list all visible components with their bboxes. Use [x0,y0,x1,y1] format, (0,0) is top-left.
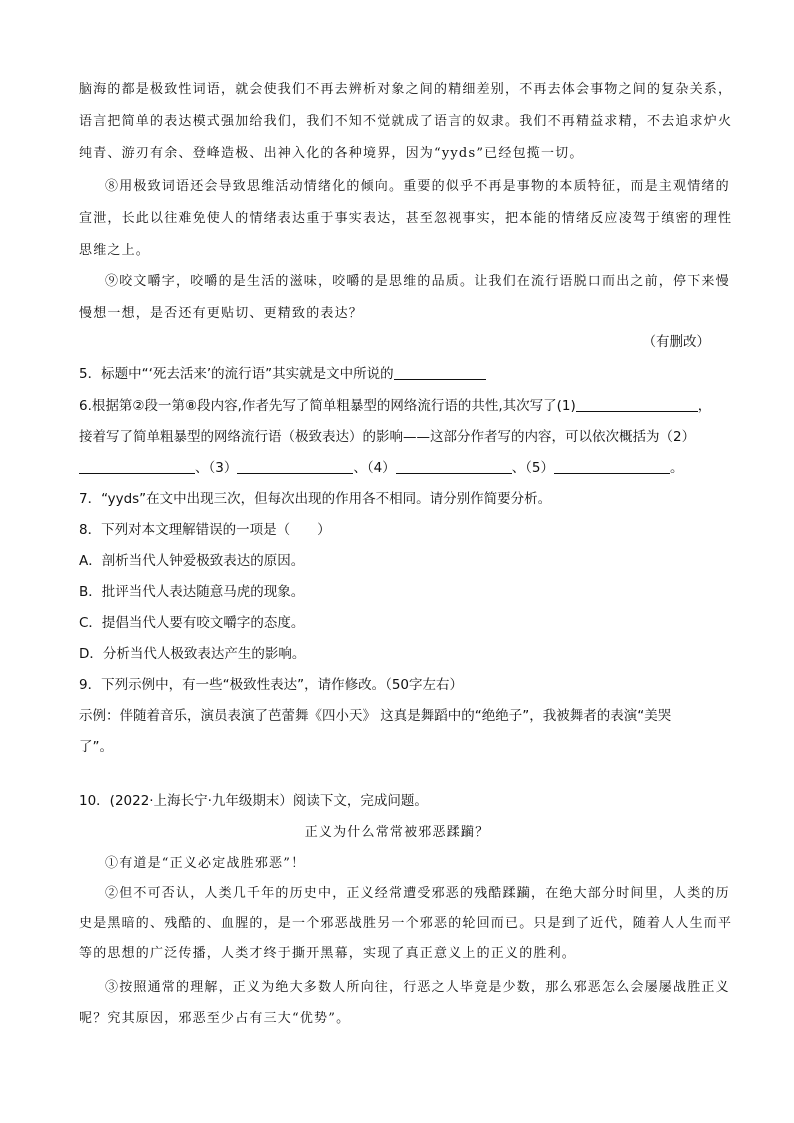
label-3: 、（3） [195,460,238,476]
question-5 [79,364,486,384]
paragraph-8-line: 思维之上。 [79,243,151,258]
option-d[interactable]: D．分析当代人极致表达产生的影响。 [79,646,306,662]
punctuation: 。 [670,460,684,476]
passage2-title: 正义为什么常常被邪恶蹂躏？ [304,825,490,840]
passage1-line: 语言把简单的表达模式强加给我们，我们不知不觉就成了语言的奴隶。我们不再精益求精，不去追求炉火 [79,114,733,129]
question-9: 9．下列示例中，有一些“极致性表达”，请作修改。（50字左右） [79,677,464,693]
label-4: 、（4） [353,460,396,476]
punctuation: ， [697,398,712,414]
paragraph-2-line: 史是黑暗的、残酷的、血腥的，是一个邪恶战胜另一个邪恶的轮回而已。只是到了近代，随着人人生而平 [79,916,733,931]
question-6-line-1 [79,396,711,416]
question-5-text: 5．标题中“‘死去活来’的流行语”其实就是文中所说的 [79,366,394,382]
answer-blank[interactable] [394,365,486,380]
question-6-line-2: 接着写了简单粗暴型的网络流行语（极致表达）的影响——这部分作者写的内容，可以依次概括为（2） [79,429,696,445]
paragraph-8-line: ⑧用极致词语还会导致思维活动情绪化的倾向。重要的似乎不再是事物的本质特征，而是主观情绪的 [105,179,730,194]
question-7: 7．“yyds”在文中出现三次，但每次出现的作用各不相同。请分别作简要分析。 [79,491,552,507]
paragraph-9-line: 慢想一想，是否还有更贴切、更精致的表达？ [79,306,364,321]
paragraph-3-line: 呢？究其原因，邪恶至少占有三大“优势”。 [79,1011,351,1026]
answer-blank-1[interactable] [576,397,698,412]
question-8: 8．下列对本文理解错误的一项是（ ） [79,522,331,538]
question-9-example-cont: 了”。 [79,739,113,755]
paragraph-1: ①有道是“正义必定战胜邪恶”！ [105,856,306,871]
question-10: 10．(2022·上海长宁·九年级期末）阅读下文，完成问题。 [79,793,428,809]
paragraph-8-line: 宣泄，长此以往难免使人的情绪表达重于事实表达，甚至忽视事实，把本能的情绪反应凌驾于缜密的理性 [79,211,733,226]
abridged-note: （有删改） [642,334,710,350]
answer-blank-4[interactable] [396,459,512,474]
paragraph-2-line: 等的思想的广泛传播，人类才终于撕开黑幕，实现了真正意义上的正义的胜利。 [79,946,577,961]
question-6-text: 6.根据第②段一第⑧段内容,作者先写了简单粗暴型的网络流行语的共性,其次写了(1) [79,398,576,414]
question-6-line-3 [79,458,684,478]
paragraph-9-line: ⑨咬文嚼字，咬嚼的是生活的滋味，咬嚼的是思维的品质。让我们在流行语脱口而出之前，停下来慢 [105,274,730,289]
passage1-line: 脑海的都是极致性词语，就会使我们不再去辨析对象之间的精细差别，不再去体会事物之间的复杂关系， [79,82,733,97]
label-5: 、（5） [511,460,555,476]
answer-blank-2[interactable] [79,459,195,474]
answer-blank-3[interactable] [237,459,353,474]
answer-blank-5[interactable] [554,459,670,474]
option-b[interactable]: B．批评当代人表达随意马虎的现象。 [79,584,305,600]
paragraph-2-line: ②但不可否认，人类几千年的历史中，正义经常遭受邪恶的残酷蹂躏，在绝大部分时间里，人类的历 [105,886,730,901]
question-9-example: 示例：伴随着音乐，演员表演了芭蕾舞《四小天》 这真是舞蹈中的“绝绝子”，我被舞者的表演“美哭 [79,708,672,724]
paragraph-3-line: ③按照通常的理解，正义为绝大多数人所向往，行恶之人毕竟是少数，那么邪恶怎么会屡屡战胜正义 [105,980,730,995]
option-c[interactable]: C．提倡当代人要有咬文嚼字的态度。 [79,615,305,631]
option-a[interactable]: A．剖析当代人钟爱极致表达的原因。 [79,553,305,569]
passage1-line: 纯青、游刃有余、登峰造极、出神入化的各种境界，因为“yyds”已经包揽一切。 [79,146,584,161]
